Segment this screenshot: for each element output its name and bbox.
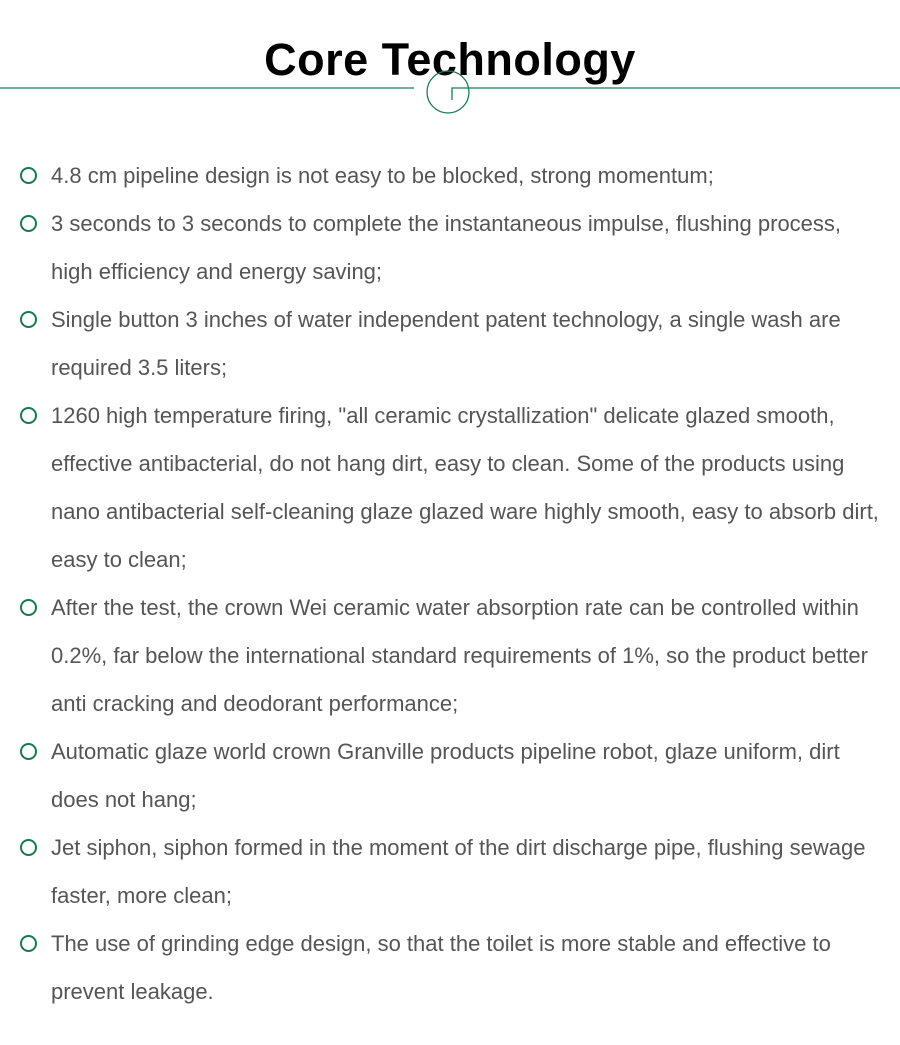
feature-item xyxy=(0,152,900,200)
bullet-circle-icon xyxy=(20,935,37,952)
bullet-circle-icon xyxy=(20,167,37,184)
feature-item xyxy=(0,728,900,824)
feature-text: The use of grinding edge design, so that the toilet is more stable and effective to prevent leakage. xyxy=(51,931,831,1004)
divider-hook-icon xyxy=(452,88,469,100)
feature-item xyxy=(0,296,900,392)
feature-text: Automatic glaze world crown Granville products pipeline robot, glaze uniform, dirt does not hang; xyxy=(51,739,840,812)
bullet-circle-icon xyxy=(20,215,37,232)
bullet-circle-icon xyxy=(20,839,37,856)
feature-text: Single button 3 inches of water independent patent technology, a single wash are required 3.5 liters; xyxy=(51,307,841,380)
feature-item xyxy=(0,584,900,728)
feature-item xyxy=(0,920,900,1016)
feature-list xyxy=(0,152,900,1016)
bullet-circle-icon xyxy=(20,599,37,616)
feature-text: 4.8 cm pipeline design is not easy to be blocked, strong momentum; xyxy=(51,163,714,188)
feature-item xyxy=(0,824,900,920)
feature-item xyxy=(0,200,900,296)
bullet-circle-icon xyxy=(20,311,37,328)
title-divider xyxy=(0,66,900,118)
feature-text: 3 seconds to 3 seconds to complete the instantaneous impulse, flushing process, high efficiency and energy saving; xyxy=(51,211,842,284)
page-title: Core Technology xyxy=(264,34,636,86)
feature-text: After the test, the crown Wei ceramic water absorption rate can be controlled within 0.2%, far below the international standard requirements of 1%, so the product better anti cracking and deodorant performance; xyxy=(51,595,868,716)
bullet-circle-icon xyxy=(20,743,37,760)
feature-text: Jet siphon, siphon formed in the moment of the dirt discharge pipe, flushing sewage faster, more clean; xyxy=(51,835,866,908)
feature-text: 1260 high temperature firing, "all ceramic crystallization" delicate glazed smooth, effective antibacterial, do not hang dirt, easy to clean. Some of the products using nano antibacterial self-cleaning glaze glazed ware highly smooth, easy to absorb dirt, easy to clean; xyxy=(51,403,879,572)
divider-ring-icon xyxy=(427,71,469,113)
bullet-circle-icon xyxy=(20,407,37,424)
feature-item xyxy=(0,392,900,584)
